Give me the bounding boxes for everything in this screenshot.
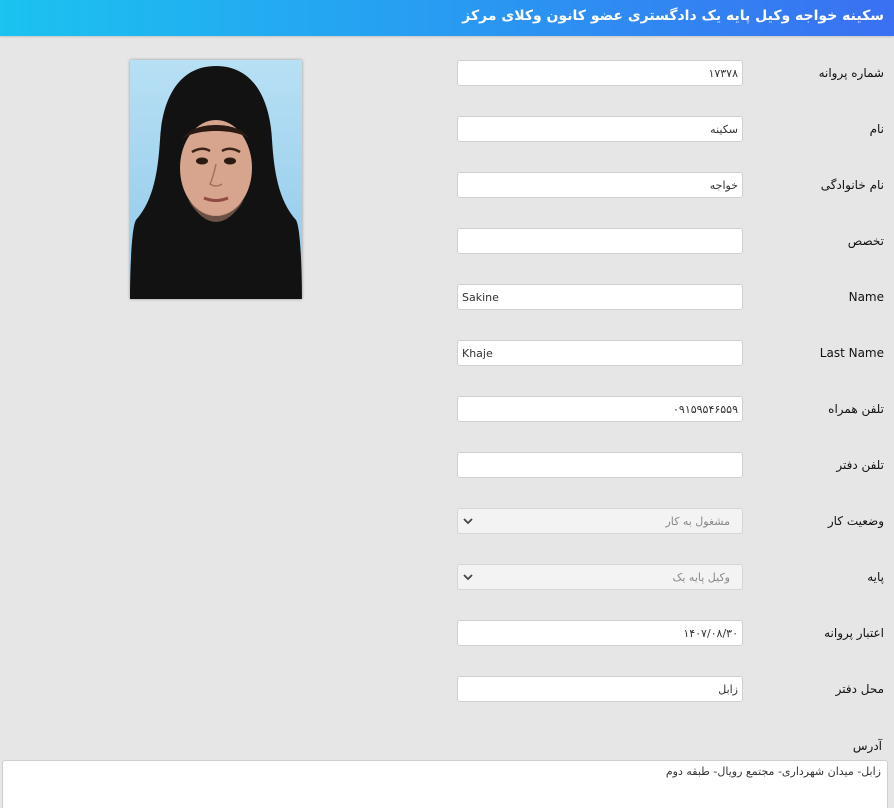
name-en-label: Name (848, 290, 884, 304)
office-phone-row (0, 452, 894, 480)
work-status-value: مشغول به کار (665, 515, 730, 528)
license-number-label: شماره پروانه (818, 66, 884, 80)
grade-label: پایه (867, 570, 884, 584)
grade-row (0, 564, 894, 592)
address-label: آدرس (852, 739, 882, 753)
license-number-row (0, 60, 894, 88)
office-location-label: محل دفتر (835, 682, 884, 696)
grade-value: وکیل پایه یک (672, 571, 730, 584)
last-name-field[interactable] (457, 172, 743, 198)
specialty-field[interactable] (457, 228, 743, 254)
office-phone-label: تلفن دفتر (836, 458, 884, 472)
office-location-row (0, 676, 894, 704)
last-name-label: نام خانوادگی (820, 178, 884, 192)
name-en-field[interactable] (457, 284, 743, 310)
office-location-field[interactable] (457, 676, 743, 702)
address-textarea[interactable]: زابل- میدان شهرداری- مجتمع رویال- طبقه دوم (2, 760, 888, 808)
first-name-row (0, 116, 894, 144)
office-phone-field[interactable] (457, 452, 743, 478)
page-title: سکینه خواجه وکیل پایه یک دادگستری عضو کانون وکلای مرکز (462, 8, 884, 24)
first-name-field[interactable] (457, 116, 743, 142)
specialty-label: تخصص (847, 234, 884, 248)
chevron-down-icon (463, 516, 473, 526)
mobile-row (0, 396, 894, 424)
grade-select[interactable] (457, 564, 743, 590)
mobile-field[interactable] (457, 396, 743, 422)
specialty-row (0, 228, 894, 256)
first-name-label: نام (869, 122, 884, 136)
work-status-select[interactable] (457, 508, 743, 534)
chevron-down-icon (463, 572, 473, 582)
license-validity-field[interactable] (457, 620, 743, 646)
mobile-label: تلفن همراه (828, 402, 884, 416)
license-number-field[interactable] (457, 60, 743, 86)
last-name-row (0, 172, 894, 200)
last-name-en-field[interactable] (457, 340, 743, 366)
last-name-en-label: Last Name (819, 346, 884, 360)
work-status-label: وضعیت کار (827, 514, 884, 528)
license-validity-label: اعتبار پروانه (824, 626, 884, 640)
work-status-row (0, 508, 894, 536)
name-en-row (0, 284, 894, 312)
license-validity-row (0, 620, 894, 648)
last-name-en-row (0, 340, 894, 368)
header-bar (0, 0, 894, 36)
